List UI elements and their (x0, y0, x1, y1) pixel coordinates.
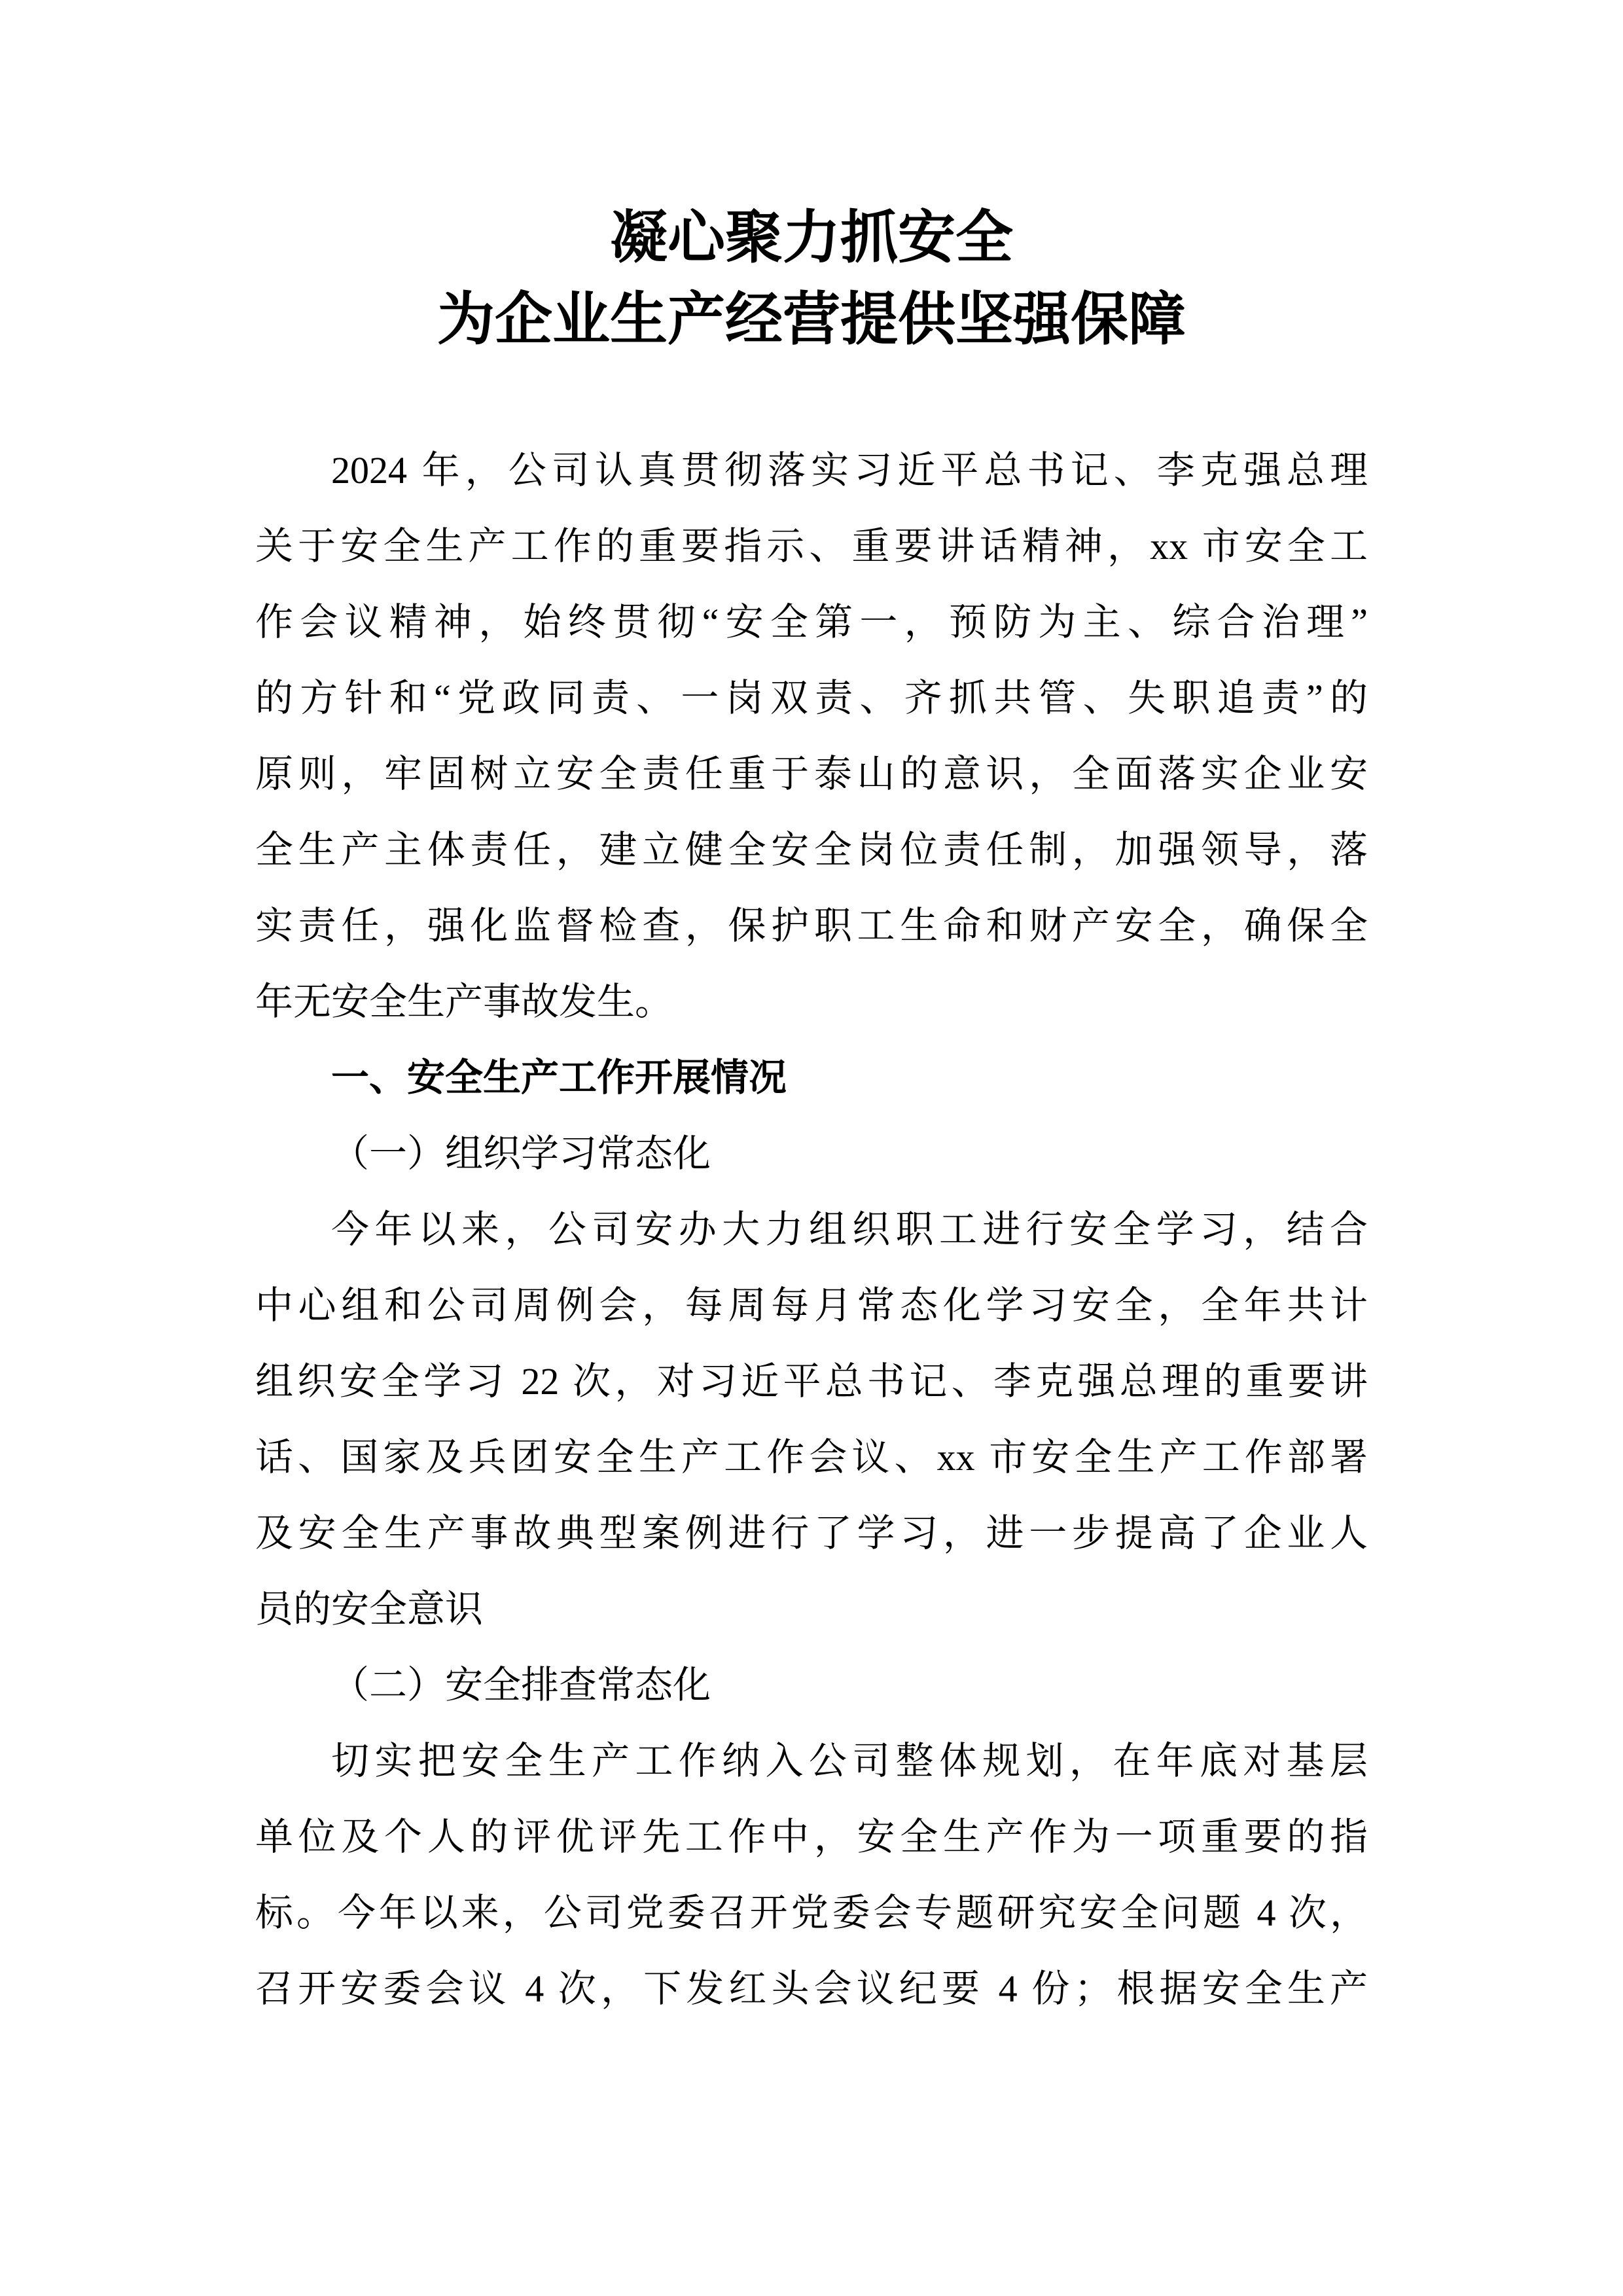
paragraph-2-line-4: 话、国家及兵团安全生产工作会议、xx 市安全生产工作部署 (255, 1436, 1368, 1479)
paragraph-1 (255, 433, 1368, 1040)
paragraph-3 (255, 1723, 1368, 2027)
paragraph-3-line-4: 召开安委会议 4 次，下发红头会议纪要 4 份；根据安全生产 (255, 1967, 1368, 2010)
section-heading-1: 一、安全生产工作开展情况 (331, 1056, 787, 1099)
paragraph-1-line-2: 关于安全生产工作的重要指示、重要讲话精神，xx 市安全工 (255, 525, 1368, 567)
title-line-1: 凝心聚力抓安全 (609, 205, 1013, 270)
paragraph-3-line-3: 标。今年以来，公司党委召开党委会专题研究安全问题 4 次， (255, 1892, 1368, 1934)
title-line-2: 为企业生产经营提供坚强保障 (437, 287, 1186, 351)
paragraph-1-line-5: 原则，牢固树立安全责任重于泰山的意识，全面落实企业安 (255, 753, 1368, 795)
paragraph-1-line-8: 年无安全生产事故发生。 (255, 980, 673, 1023)
paragraph-2-line-2: 中心组和公司周例会，每周每月常态化学习安全，全年共计 (255, 1284, 1368, 1327)
paragraph-1-line-7: 实责任，强化监督检查，保护职工生命和财产安全，确保全 (255, 905, 1368, 947)
subsection-heading-1-1: （一）组织学习常态化 (331, 1132, 711, 1175)
paragraph-2-line-5: 及安全生产事故典型案例进行了学习，进一步提高了企业人 (255, 1512, 1368, 1554)
document-content (255, 0, 1368, 2027)
paragraph-1-line-6: 全生产主体责任，建立健全安全岗位责任制，加强领导，落 (255, 829, 1368, 871)
paragraph-1-line-3: 作会议精神，始终贯彻“安全第一，预防为主、综合治理” (255, 601, 1368, 643)
paragraph-3-line-2: 单位及个人的评优评先工作中，安全生产作为一项重要的指 (255, 1816, 1368, 1858)
document-title (255, 196, 1368, 360)
paragraph-2-line-1: 今年以来，公司安办大力组织职工进行安全学习，结合 (331, 1208, 1368, 1251)
subsection-heading-1-2: （二）安全排查常态化 (331, 1664, 711, 1706)
paragraph-3-line-1: 切实把安全生产工作纳入公司整体规划，在年底对基层 (331, 1740, 1368, 1782)
paragraph-2-line-3: 组织安全学习 22 次，对习近平总书记、李克强总理的重要讲 (255, 1360, 1368, 1403)
paragraph-2 (255, 1192, 1368, 1647)
paragraph-2-line-6: 员的安全意识 (255, 1588, 484, 1630)
paragraph-1-line-1: 2024 年，公司认真贯彻落实习近平总书记、李克强总理 (331, 449, 1368, 492)
paragraph-1-line-4: 的方针和“党政同责、一岗双责、齐抓共管、失职追责”的 (255, 677, 1368, 719)
